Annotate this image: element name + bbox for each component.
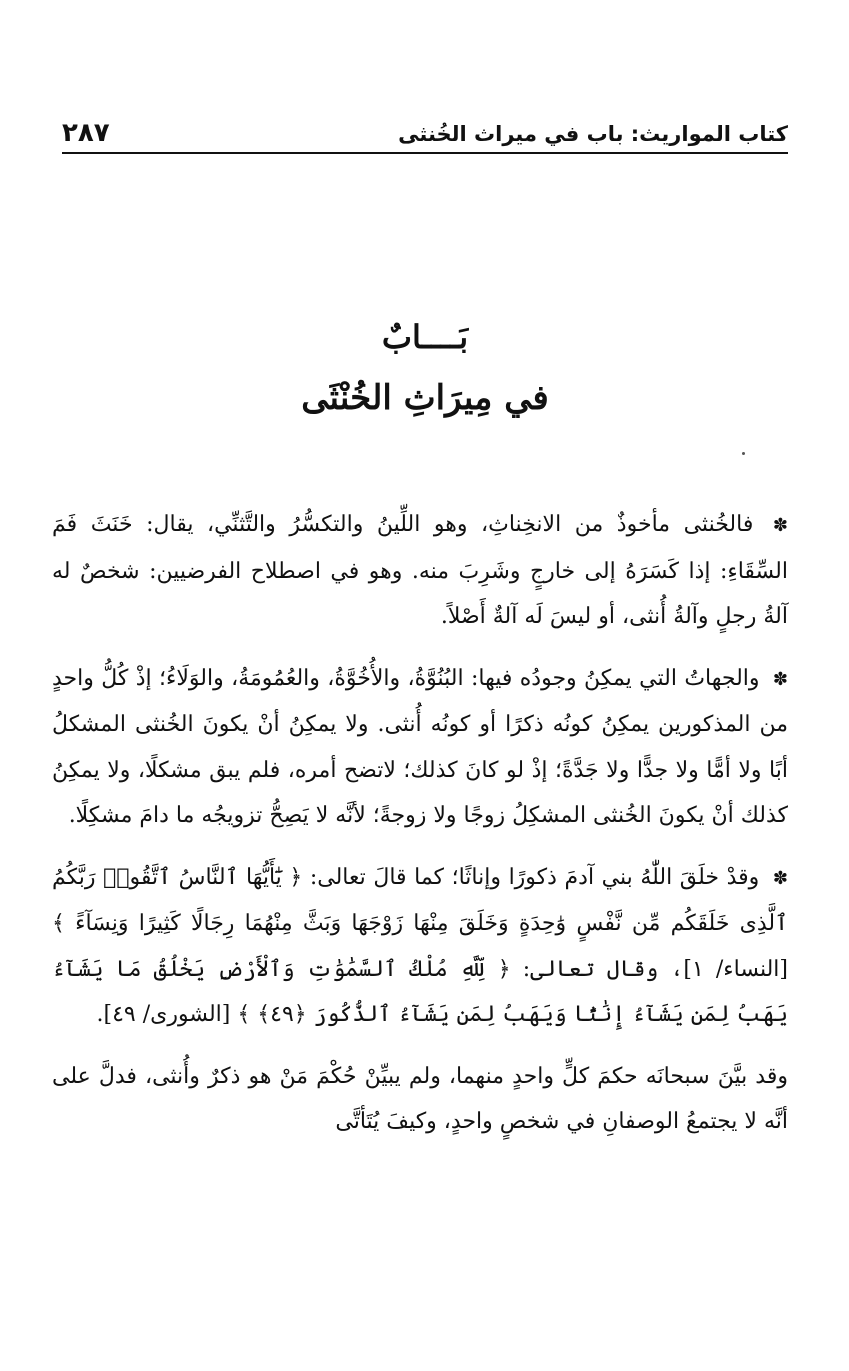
asterisk-icon: ✽ bbox=[772, 867, 788, 889]
chapter-title: في مِيرَاثِ الخُنْثَى bbox=[301, 378, 549, 418]
paragraph-text: وقد بيَّنَ سبحانَه حكمَ كلٍّ واحدٍ منهما، ولم يبيِّنْ حُكْمَ مَنْ هو ذكرٌ وأُنثى، فدلَّ على أنَّه لا يجتمعُ الوصفانِ في شخصٍ واحدٍ، وكيفَ يُتَأتَّى bbox=[52, 1063, 788, 1134]
print-speck bbox=[742, 452, 745, 455]
paragraph-text: وقدْ خلَقَ اللّٰهُ بني آدمَ ذكورًا وإناثًا؛ كما قالَ تعالى: bbox=[309, 864, 760, 890]
paragraph-text: فالخُنثى مأخوذٌ من الانخِناثِ، وهو اللِّينُ والتكسُّرُ والتَّثنِّي، يقال: خَنَثَ فَمَ السِّقَاءِ: إذا كَسَرَهُ إلى خارجٍ وشَرِبَ منه. وهو في اصطلاح الفرضيين: شخصٌ له آلةُ رجلٍ وآلةُ أُنثى، أو ليسَ لَه آلةٌ أَصْلاً. bbox=[52, 512, 788, 629]
running-title: كتاب المواريث: باب في ميراث الخُنثى bbox=[398, 122, 788, 146]
body-text bbox=[52, 502, 788, 1161]
quran-verse: ﴿ يَٰٓأَيُّهَا ٱلنَّاسُ ٱتَّقُوا۟ رَبَّكُمُ ٱلَّذِى خَلَقَكُم مِّن نَّفْسٍ وَٰحِدَةٍ وَخَلَقَ مِنْهَا زَوْجَهَا وَبَثَّ مِنْهُمَا رِجَالًا كَثِيرًا وَنِسَآءً ﴾ bbox=[52, 864, 788, 936]
chapter-heading: بَــــابٌ bbox=[381, 318, 469, 356]
page-number: ٢٨٧ bbox=[62, 118, 110, 148]
paragraph-text: والجهاتُ التي يمكِنُ وجودُه فيها: البُنُوَّةُ، والأُخُوَّةُ، والعُمُومَةُ، والوَلَاءُ؛ إذْ كُلُّ واحدٍ من المذكورين يمكِنُ كونُه ذكرًا أو كونُه أُنثى. ولا يمكِنُ أنْ يكونَ الخُنثى المشكلُ أبًا ولا أمًّا ولا جدًّا ولا جَدَّةً؛ إذْ لو كانَ كذلك؛ لاتضح أمره، فلم يبق مشكلًا، ولا يمكِنُ كذلك أنْ يكونَ الخُنثى المشكِلُ زوجًا ولا زوجةً؛ لأنَّه لا يَصِحُّ تزويجُه ما دامَ مشكِلًا. bbox=[52, 665, 788, 828]
paragraph-text: وقال تعالى: bbox=[522, 956, 659, 982]
paragraph-definition bbox=[52, 502, 788, 640]
page-header bbox=[62, 108, 788, 154]
paragraph-verses bbox=[52, 855, 788, 1038]
verse-reference: [الشورى/ ٤٩]. bbox=[96, 1002, 231, 1027]
asterisk-icon: ✽ bbox=[772, 515, 788, 536]
paragraph-directions bbox=[52, 656, 788, 839]
paragraph-conclusion bbox=[52, 1054, 788, 1145]
asterisk-icon: ✽ bbox=[772, 668, 788, 690]
quran-verse: ﴿ لِّلَّهِ مُلْكُ ٱلسَّمَٰوَٰتِ وَٱلْأَرْضِ يَخْلُقُ مَا يَشَآءُ يَهَبُ لِمَن يَشَآءُ إِنَٰثًا وَيَهَبُ لِمَن يَشَآءُ ٱلذُّكُورَ ﴿٤٩﴾ ﴾ bbox=[52, 956, 788, 1027]
verse-reference: [النساء/ ١]، bbox=[670, 956, 789, 982]
